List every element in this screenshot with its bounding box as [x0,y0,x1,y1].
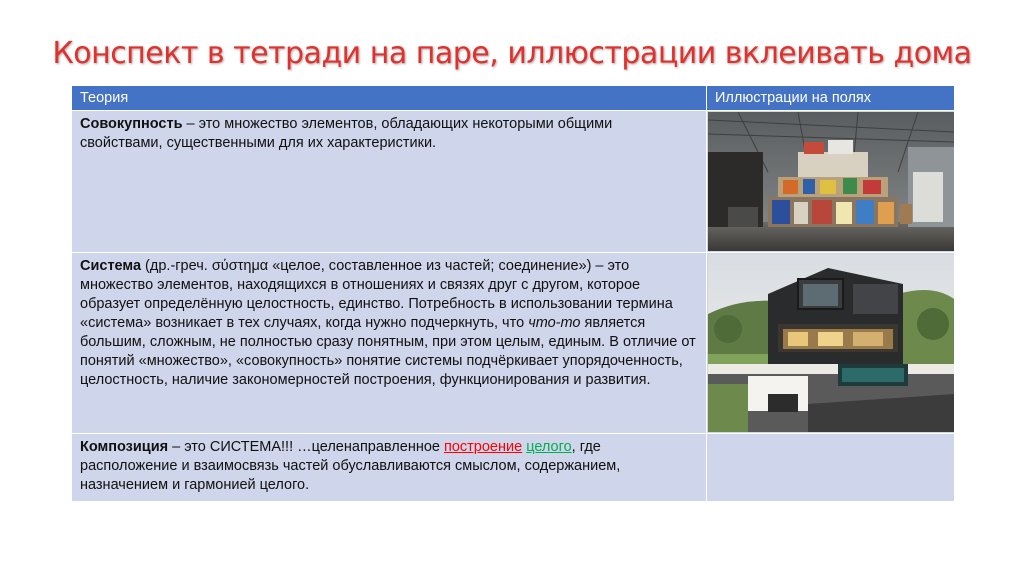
definition-text: – это множество элементов, обладающих некоторыми общими свойствами, существенными для их характеристики. [80,116,613,151]
definition-italic: что-то [528,315,581,331]
definition-cell [72,253,707,434]
highlight-red-word: построение [444,439,523,455]
illustration-cell-empty [707,434,955,502]
highlight-green-word: целого [526,439,572,455]
definition-text: – это СИСТЕМА!!! …целенаправленное [168,439,444,455]
slide-title: Конспект в тетради на паре, иллюстрации вклеивать дома [52,36,972,71]
term-label: Совокупность [80,116,183,132]
warehouse-photo [708,112,954,251]
table-header-row [72,86,955,111]
table-row [72,111,955,253]
definition-cell [72,111,707,253]
term-label: Система [80,258,142,274]
table-row [72,434,955,502]
illustration-cell [707,253,955,434]
illustration-cell [707,111,955,253]
definition-cell [72,434,707,502]
definition-text-end: является большим, сложным, не полностью сразу понятным, при этом целым, единым. В отличие от понятий «множество», «совокупность» понятие системы подчёркивает упорядоченность, целостность, наличие закономерностей построения, функционирования и развития. [80,315,696,388]
modern-house-photo [708,254,954,432]
notes-table [71,85,955,502]
definition-text: (др.-греч. σύστημα «целое, составленное из частей; соединение») – это множество элементов, находящихся в отношениях и связях друг с другом, которое образует определённую целостность, единство. Потребность в использовании термина «система» возникает в тех случаях, когда нужно подчеркнуть, что [80,258,673,331]
definition-text-end: , где расположение и взаимосвязь частей обуславливаются смыслом, содержанием, назначением и гармонией целого. [80,439,621,493]
term-label: Композиция [80,439,169,455]
header-illustrations: Иллюстрации на полях [707,86,955,111]
table-row [72,253,955,434]
header-theory: Теория [72,86,707,111]
